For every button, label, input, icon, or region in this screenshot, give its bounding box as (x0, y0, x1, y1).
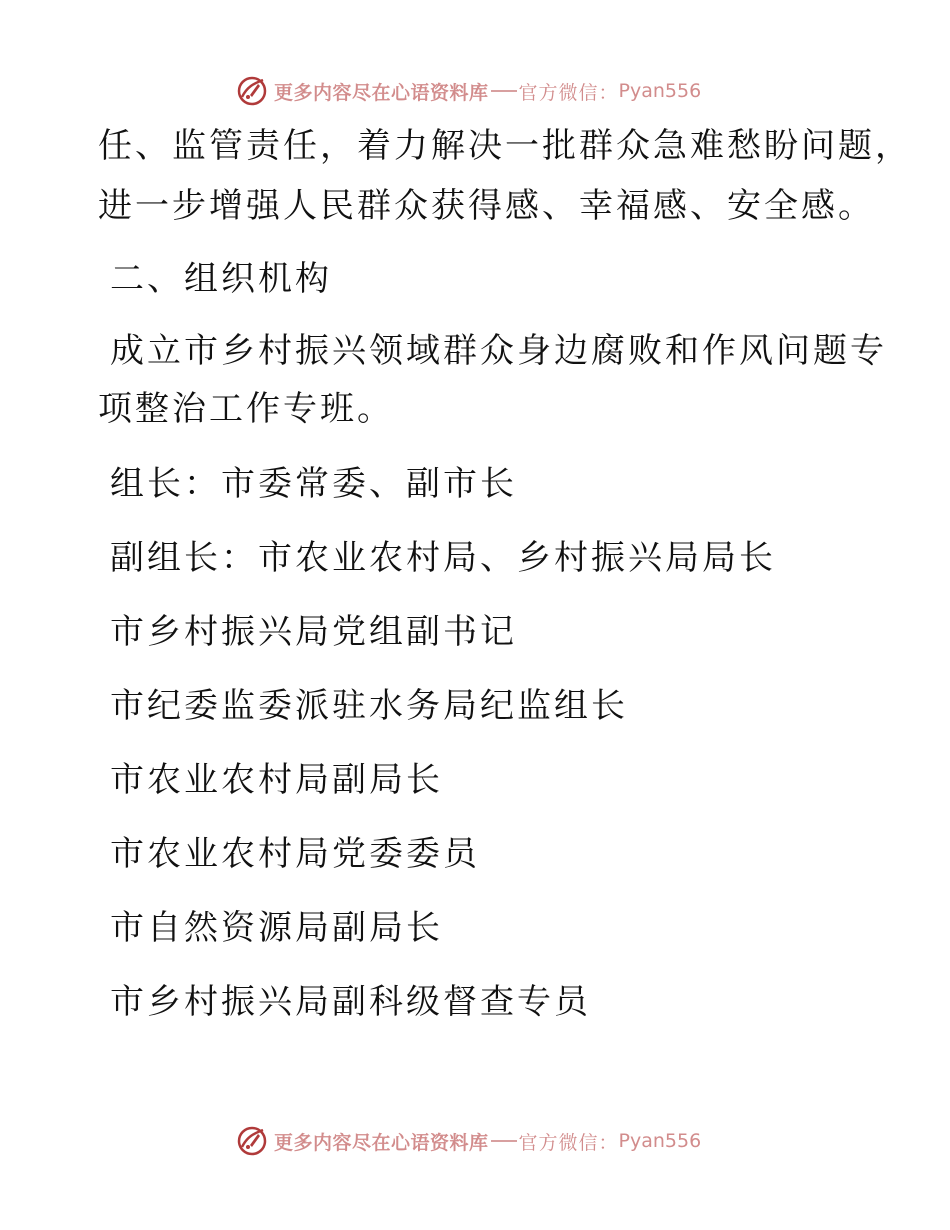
member-line: 市农业农村局党委委员 (110, 834, 480, 874)
member-line: 市乡村振兴局副科级督查专员 (110, 982, 591, 1022)
section-heading: 二、组织机构 (110, 259, 332, 299)
watermark-dash (491, 90, 517, 92)
watermark-wechat-id: Pyan556 (618, 80, 702, 102)
member-line: 副组长：市农业农村局、乡村振兴局局长 (110, 538, 776, 578)
watermark-label: 官方微信： (518, 1131, 619, 1154)
body-line: 成立市乡村振兴领域群众身边腐败和作风问题专 (110, 331, 887, 371)
member-line: 市纪委监委派驻水务局纪监组长 (110, 686, 628, 726)
member-line: 市自然资源局副局长 (110, 908, 443, 948)
body-line: 项整治工作专班。 (98, 389, 394, 429)
pen-logo-icon (236, 75, 268, 107)
watermark-dash (491, 1140, 517, 1142)
body-line: 进一步增强人民群众获得感、幸福感、安全感。 (98, 186, 875, 226)
member-line: 市农业农村局副局长 (110, 760, 443, 800)
member-line: 市乡村振兴局党组副书记 (110, 612, 517, 652)
header-watermark (236, 74, 701, 108)
pen-logo-icon (236, 1125, 268, 1157)
watermark-wechat-id: Pyan556 (618, 1130, 702, 1152)
footer-watermark (236, 1124, 701, 1158)
watermark-label: 官方微信： (518, 81, 619, 104)
watermark-brand: 更多内容尽在心语资料库 (274, 81, 489, 104)
watermark-brand: 更多内容尽在心语资料库 (274, 1131, 489, 1154)
member-line: 组长：市委常委、副市长 (110, 464, 517, 504)
body-line: 任、监管责任，着力解决一批群众急难愁盼问题， (98, 126, 912, 166)
